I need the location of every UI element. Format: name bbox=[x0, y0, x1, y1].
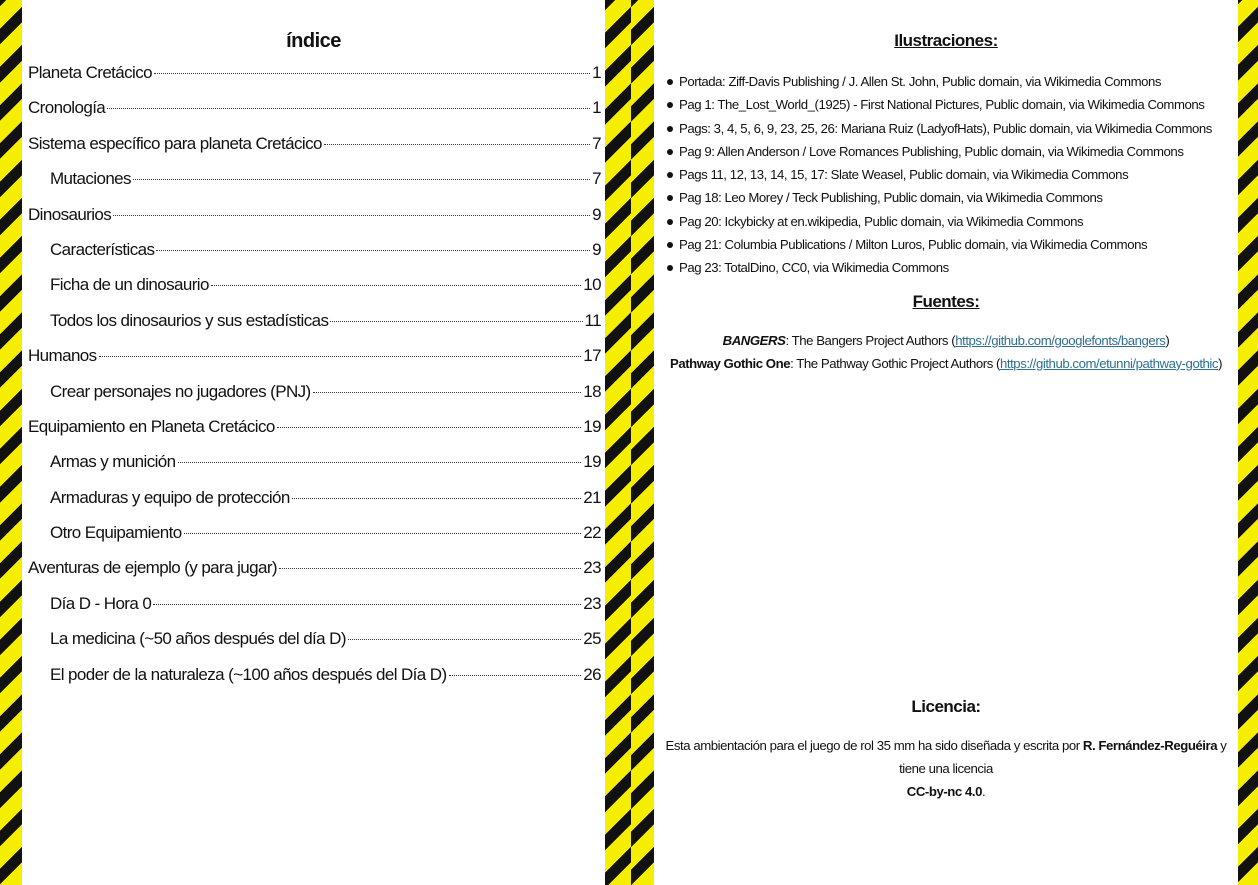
toc-entry-label: Cronología bbox=[28, 98, 106, 118]
toc-entry-page: 9 bbox=[592, 204, 601, 224]
font-name-bangers: BANGERS bbox=[722, 333, 786, 348]
toc-entry[interactable] bbox=[28, 126, 601, 161]
toc-leader-dots bbox=[330, 321, 582, 322]
toc-entry[interactable] bbox=[28, 480, 601, 515]
hazard-stripe-center-left bbox=[605, 0, 631, 885]
toc-entry-page: 7 bbox=[592, 133, 601, 153]
toc-entry[interactable] bbox=[28, 267, 601, 302]
toc-entry[interactable] bbox=[28, 550, 601, 585]
toc-entry-page: 17 bbox=[583, 346, 601, 366]
toc-leader-dots bbox=[277, 427, 582, 428]
index-page bbox=[22, 0, 605, 885]
toc-entry-page: 22 bbox=[583, 523, 601, 543]
font-name-pathway: Pathway Gothic One bbox=[669, 355, 791, 371]
toc-entry-label: Otro Equipamiento bbox=[50, 523, 182, 543]
toc-entry[interactable] bbox=[28, 161, 601, 196]
illustration-credit-item: Pag 1: The_Lost_World_(1925) - First National Pictures, Public domain, via Wikimedia Commons bbox=[666, 93, 1236, 116]
toc-entry-page: 18 bbox=[583, 381, 601, 401]
toc-entry-label: El poder de la naturaleza (~100 años después del Día D) bbox=[50, 664, 447, 684]
font-credit-pathway: Pathway Gothic One: The Pathway Gothic Project Authors (https://github.com/etunni/pathway-gothic) bbox=[669, 355, 1223, 371]
toc-entry-label: Planeta Cretácico bbox=[28, 63, 152, 82]
toc-leader-dots bbox=[279, 568, 581, 569]
toc-entry[interactable] bbox=[28, 90, 601, 125]
illustration-credit-item: Pag 20: Ickybicky at en.wikipedia, Public domain, via Wikimedia Commons bbox=[666, 210, 1236, 233]
toc-entry[interactable] bbox=[28, 303, 601, 338]
toc-entry-page: 1 bbox=[592, 98, 601, 118]
toc-leader-dots bbox=[156, 250, 590, 251]
illustrations-heading: Ilustraciones: bbox=[894, 31, 998, 50]
toc-entry-label: Armas y munición bbox=[50, 452, 176, 472]
toc-entry-label: Armaduras y equipo de protección bbox=[50, 487, 290, 507]
toc-entry[interactable] bbox=[28, 232, 601, 267]
toc-leader-dots bbox=[154, 73, 590, 74]
toc-entry-label: Aventuras de ejemplo (y para jugar) bbox=[28, 558, 277, 578]
toc-entry[interactable] bbox=[28, 197, 601, 232]
toc-entry-label: Dinosaurios bbox=[28, 204, 112, 224]
illustration-credit-item: Pag 18: Leo Morey / Teck Publishing, Public domain, via Wikimedia Commons bbox=[666, 186, 1236, 209]
illustration-credit-item: Portada: Ziff-Davis Publishing / J. Allen St. John, Public domain, via Wikimedia Commons bbox=[666, 70, 1236, 93]
toc-entry[interactable] bbox=[28, 55, 601, 90]
illustration-credit-item: Pag 9: Allen Anderson / Love Romances Publishing, Public domain, via Wikimedia Commons bbox=[666, 140, 1236, 163]
license-heading: Licencia: bbox=[911, 697, 981, 716]
illustration-credit-item: Pag 23: TotalDino, CC0, via Wikimedia Commons bbox=[666, 256, 1236, 279]
toc-leader-dots bbox=[211, 285, 581, 286]
toc-leader-dots bbox=[324, 144, 590, 145]
toc-entry-page: 11 bbox=[584, 310, 601, 330]
illustration-credit-item: Pags: 3, 4, 5, 6, 9, 23, 25, 26: Mariana Ruiz (LadyofHats), Public domain, via Wikimedia Commons bbox=[666, 117, 1236, 140]
toc-entry-label: Crear personajes no jugadores (PNJ) bbox=[50, 381, 311, 401]
license-name: CC-by-nc 4.0 bbox=[906, 784, 982, 799]
toc-entry-label: Mutaciones bbox=[50, 169, 131, 189]
toc-leader-dots bbox=[292, 498, 582, 499]
toc-entry-label: Sistema específico para planeta Cretácico bbox=[28, 133, 322, 153]
illustration-credit-item: Pags 11, 12, 13, 14, 15, 17: Slate Weasel, Public domain, via Wikimedia Commons bbox=[666, 163, 1236, 186]
toc-leader-dots bbox=[348, 639, 581, 640]
font-credit-bangers: BANGERS: The Bangers Project Authors (https://github.com/googlefonts/bangers) bbox=[722, 333, 1170, 348]
toc-entry[interactable] bbox=[28, 657, 601, 692]
toc-entry[interactable] bbox=[28, 374, 601, 409]
author-name: R. Fernández-Reguéira bbox=[1082, 738, 1218, 753]
toc-entry-label: Todos los dinosaurios y sus estadísticas bbox=[50, 310, 329, 330]
toc-entry-page: 23 bbox=[583, 558, 601, 578]
hazard-stripe-right bbox=[1238, 0, 1258, 885]
toc-entry-label: La medicina (~50 años después del día D) bbox=[50, 629, 346, 649]
toc-entry-label: Día D - Hora 0 bbox=[50, 593, 152, 613]
fonts-heading: Fuentes: bbox=[912, 292, 980, 311]
toc-leader-dots bbox=[178, 462, 582, 463]
hazard-stripe-left bbox=[0, 0, 22, 885]
toc-entry-page: 1 bbox=[592, 63, 601, 82]
table-of-contents bbox=[28, 55, 601, 692]
toc-entry-label: Ficha de un dinosaurio bbox=[50, 275, 209, 295]
toc-entry-page: 23 bbox=[583, 593, 601, 613]
toc-entry-page: 26 bbox=[583, 664, 601, 684]
toc-entry-page: 21 bbox=[583, 487, 601, 507]
toc-leader-dots bbox=[153, 604, 581, 605]
index-title: índice bbox=[286, 30, 341, 52]
toc-entry-page: 25 bbox=[583, 629, 601, 649]
toc-leader-dots bbox=[449, 675, 582, 676]
toc-entry-page: 10 bbox=[583, 275, 601, 295]
toc-entry-page: 19 bbox=[583, 452, 601, 472]
illustration-credit-item: Pag 21: Columbia Publications / Milton Luros, Public domain, via Wikimedia Commons bbox=[666, 233, 1236, 256]
toc-entry-page: 9 bbox=[592, 239, 601, 259]
toc-entry-page: 7 bbox=[592, 169, 601, 189]
toc-entry-page: 19 bbox=[583, 416, 601, 436]
toc-leader-dots bbox=[99, 356, 582, 357]
toc-entry[interactable] bbox=[28, 515, 601, 550]
toc-entry[interactable] bbox=[28, 586, 601, 621]
toc-entry-label: Equipamiento en Planeta Cretácico bbox=[28, 416, 275, 436]
toc-leader-dots bbox=[184, 533, 582, 534]
toc-entry[interactable] bbox=[28, 444, 601, 479]
font-credits bbox=[654, 330, 1238, 375]
toc-leader-dots bbox=[113, 215, 590, 216]
toc-entry[interactable] bbox=[28, 338, 601, 373]
pathway-gothic-link[interactable]: https://github.com/etunni/pathway-gothic bbox=[1000, 355, 1219, 371]
toc-leader-dots bbox=[313, 392, 582, 393]
license-text: Esta ambientación para el juego de rol 35 mm ha sido diseñada y escrita por R. Fernández-Reguéira y tiene una licencia CC-by-nc 4.0. bbox=[665, 738, 1227, 799]
toc-leader-dots bbox=[133, 179, 590, 180]
hazard-stripe-center-right bbox=[631, 0, 654, 885]
toc-entry-label: Humanos bbox=[28, 346, 97, 366]
toc-leader-dots bbox=[107, 108, 590, 109]
credits-page bbox=[654, 0, 1238, 885]
toc-entry-label: Características bbox=[50, 239, 155, 259]
toc-entry[interactable] bbox=[28, 409, 601, 444]
toc-entry[interactable] bbox=[28, 621, 601, 656]
bangers-link[interactable]: https://github.com/googlefonts/bangers bbox=[955, 333, 1166, 348]
illustration-credits-list bbox=[666, 70, 1236, 280]
